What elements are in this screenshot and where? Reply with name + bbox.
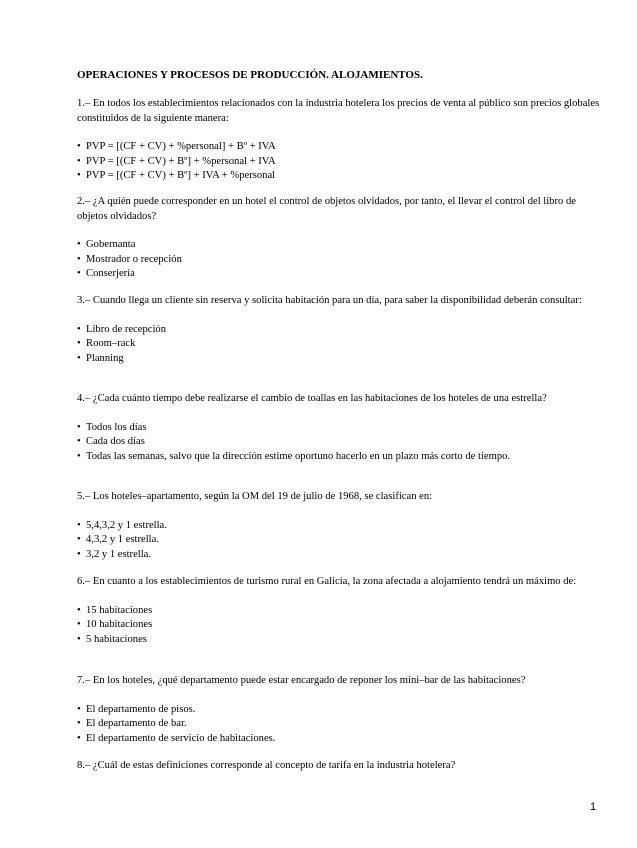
question-text: 6.– En cuanto a los establecimientos de turismo rural en Galicia, la zona afectada a alojamiento tendrá un máximo de: [77,576,577,587]
option-item: • Planning [77,352,602,367]
bullet-icon: • [77,604,81,616]
option-item: • Conserjería [77,267,602,282]
option-item: • El departamento de bar. [77,717,602,732]
bullet-icon: • [77,170,81,182]
option-item: • Room–rack [77,337,602,352]
question-1 [77,97,602,184]
option-list [77,703,602,747]
question-text: 3.– Cuando llega un cliente sin reserva y solicita habitación para un día, para saber la disponibilidad deberán consultar: [77,295,582,306]
question-2 [77,195,602,282]
bullet-icon: • [77,323,81,335]
option-item: • El departamento de servicio de habitaciones. [77,732,602,747]
bullet-icon: • [77,155,81,167]
page-number: 1 [590,801,597,813]
bullet-icon: • [77,450,81,462]
bullet-icon: • [77,436,81,448]
bullet-icon: • [77,703,81,715]
option-item: • 5,4,3,2 y 1 estrella. [77,519,602,534]
bullet-icon: • [77,633,81,645]
document-title: OPERACIONES Y PROCESOS DE PRODUCCIÓN. ALOJAMIENTOS. [77,69,423,81]
option-item: • Cada dos días [77,435,602,450]
question-4 [77,392,602,464]
bullet-icon: • [77,421,81,433]
question-text: 8.– ¿Cuál de estas definiciones corresponde al concepto de tarifa en la industria hotelera? [77,760,456,771]
bullet-icon: • [77,268,81,280]
bullet-icon: • [77,534,81,546]
option-item: • 15 habitaciones [77,604,602,619]
bullet-icon: • [77,718,81,730]
question-text: 4.– ¿Cada cuánto tiempo debe realizarse el cambio de toallas en las habitaciones de los hoteles de una estrella? [77,393,547,404]
question-8 [77,759,602,774]
option-list [77,323,602,367]
bullet-icon: • [77,619,81,631]
option-item: • 3,2 y 1 estrella. [77,548,602,563]
option-item: • Todas las semanas, salvo que la dirección estime oportuno hacerlo en un plazo más corto de tiempo. [77,450,602,465]
option-list [77,604,602,648]
bullet-icon: • [77,548,81,560]
bullet-icon: • [77,239,81,251]
option-item: • Mostrador o recepción [77,253,602,268]
question-text: 1.– En todos los establecimientos relacionados con la industria hotelera los precios de venta al público son precios globales constituidos de la siguiente manera: [77,98,600,124]
option-item: • El departamento de pisos. [77,703,602,718]
question-6 [77,575,602,647]
option-list [77,140,602,184]
option-item: • 4,3,2 y 1 estrella. [77,533,602,548]
question-3 [77,294,602,366]
bullet-icon: • [77,338,81,350]
question-text: 7.– En los hoteles, ¿qué departamento puede estar encargado de reponer los mini–bar de las habitaciones? [77,675,526,686]
option-item: • Gobernanta [77,238,602,253]
option-item: • 5 habitaciones [77,633,602,648]
option-item: • Todos los días [77,421,602,436]
option-list [77,519,602,563]
bullet-icon: • [77,519,81,531]
question-7 [77,674,602,746]
option-item: • PVP = [(CF + CV) + Bº] + IVA + %personal [77,169,602,184]
bullet-icon: • [77,141,81,153]
option-list [77,238,602,282]
question-5 [77,490,602,562]
bullet-icon: • [77,253,81,265]
option-item: • PVP = [(CF + CV) + %personal] + Bº + IVA [77,140,602,155]
question-text: 2.– ¿A quién puede corresponder en un hotel el control de objetos olvidados, por tanto, el llevar el control del libro de objetos olvidados? [77,196,576,222]
option-item: • Libro de recepción [77,323,602,338]
bullet-icon: • [77,732,81,744]
option-item: • PVP = [(CF + CV) + Bº] + %personal + IVA [77,155,602,170]
option-list [77,421,602,465]
question-text: 5.– Los hoteles–apartamento, según la OM del 19 de julio de 1968, se clasifican en: [77,491,433,502]
option-item: • 10 habitaciones [77,618,602,633]
bullet-icon: • [77,352,81,364]
